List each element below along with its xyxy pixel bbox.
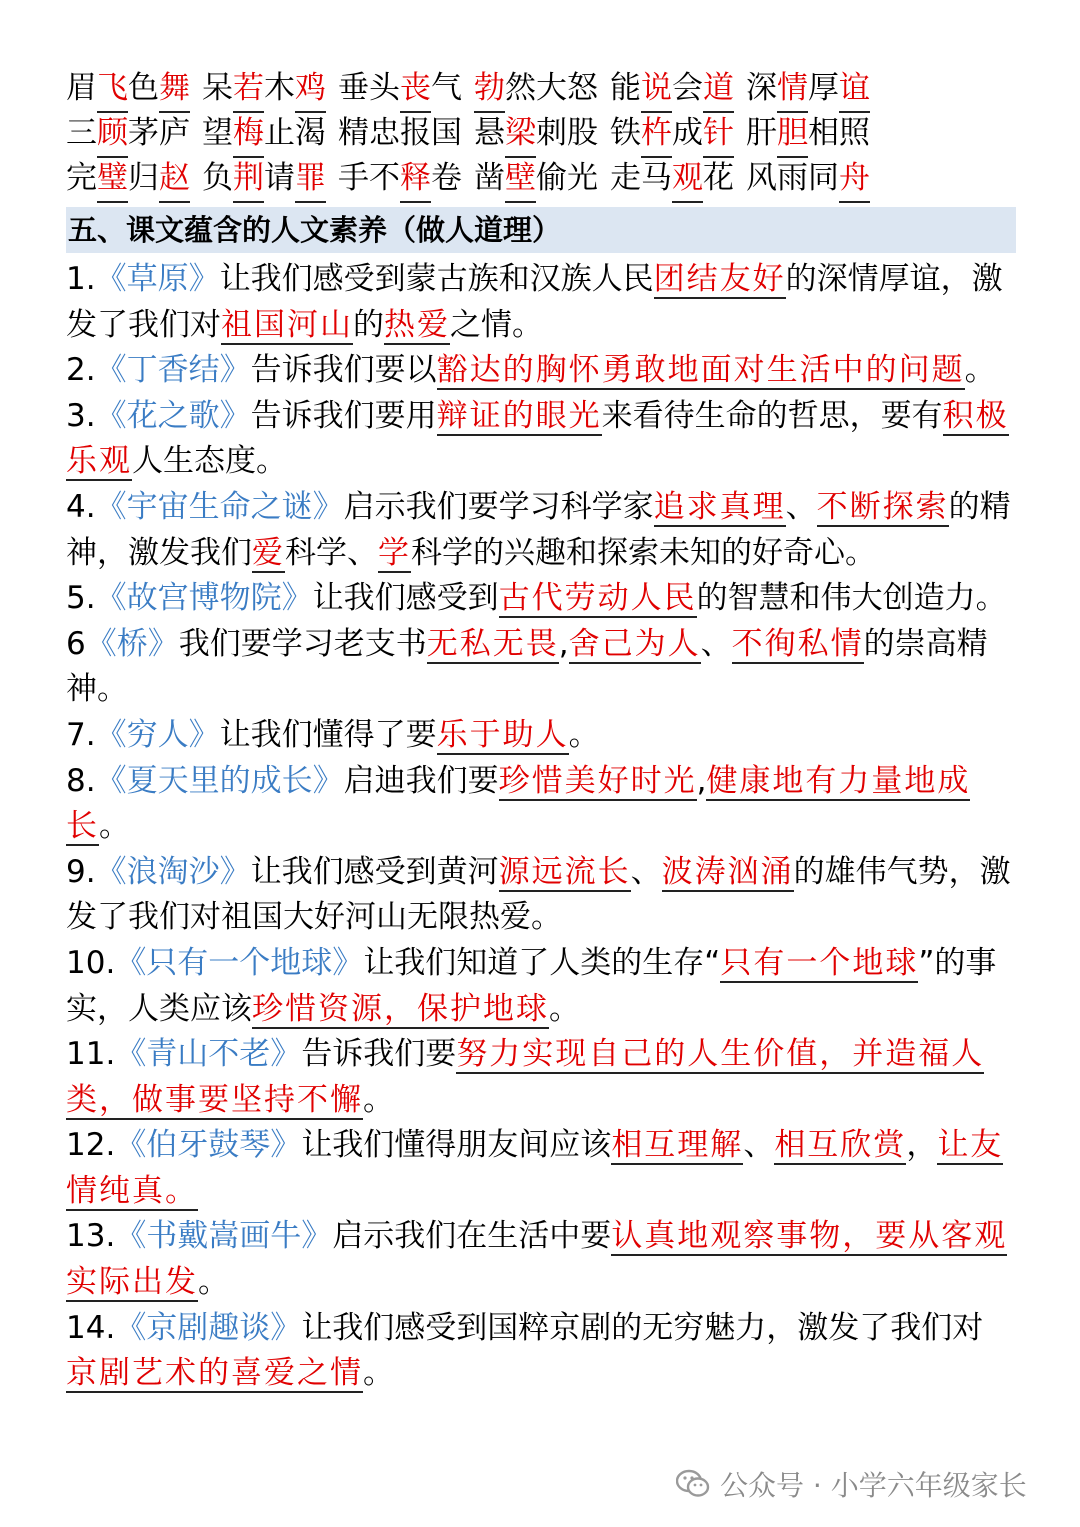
idiom-char: 马 xyxy=(641,160,672,196)
body-text: 。 xyxy=(363,1081,394,1118)
idiom-char: 花 xyxy=(703,160,734,196)
answer-text: 让友情纯真。 xyxy=(66,1127,1004,1209)
moral-item xyxy=(66,1032,1016,1123)
body-text: 人生态度。 xyxy=(132,443,287,480)
answer-text: 源远流长 xyxy=(498,853,631,890)
body-text: 我们要学习老支书 xyxy=(178,625,427,662)
idiom-blank-char: 鸡 xyxy=(295,66,326,113)
idiom-char: 精 xyxy=(338,115,369,151)
idiom xyxy=(746,70,870,106)
lesson-title: 《伯牙鼓琴》 xyxy=(115,1127,302,1164)
idiom-char: 厚 xyxy=(808,70,839,106)
idiom-blank-char: 壁 xyxy=(505,156,536,203)
idiom-blank-char: 杵 xyxy=(641,111,672,158)
body-text: 的 xyxy=(353,306,384,343)
answer-text: 京剧艺术的喜爱之情 xyxy=(66,1355,363,1392)
item-number: 12. xyxy=(66,1127,116,1164)
body-text: 的智慧和伟大创造力。 xyxy=(696,580,1007,617)
body-text: 。 xyxy=(99,808,130,845)
body-text: 。 xyxy=(964,352,996,389)
idiom-char: 怒 xyxy=(567,70,598,106)
idiom-blank-char: 情 xyxy=(777,66,808,113)
idiom-char: 庐 xyxy=(159,115,190,151)
answer-text: 学 xyxy=(378,534,411,571)
answer-text: 波涛汹涌 xyxy=(661,853,794,890)
idiom-blank-char: 赵 xyxy=(159,156,190,203)
answer-text: 辩证的眼光 xyxy=(436,397,602,434)
answer-text: 努力实现自己的人生价值，并造福人类，做事要坚持不懈 xyxy=(66,1036,985,1118)
moral-item xyxy=(66,850,1016,941)
lesson-title: 《只有一个地球》 xyxy=(115,944,364,981)
idiom-blank-char: 璧 xyxy=(97,156,128,203)
body-text: ”的事实，人类应该 xyxy=(66,944,997,1027)
body-text: 、 xyxy=(743,1127,775,1164)
idiom xyxy=(202,70,326,106)
answer-text: 认真地观察事物，要从客观实际出发 xyxy=(66,1218,1008,1301)
idiom-char: 止 xyxy=(264,115,295,151)
body-text: 让我们感受到蒙古族和汉族人民 xyxy=(219,261,654,297)
item-number: 2. xyxy=(66,352,96,389)
moral-list xyxy=(66,257,1016,1397)
idiom-blank-char: 梅 xyxy=(233,111,264,158)
idiom-blank-char: 飞 xyxy=(97,66,128,113)
answer-text: 团结友好 xyxy=(653,261,786,297)
lesson-title: 《穷人》 xyxy=(95,716,220,753)
lesson-title: 《桥》 xyxy=(85,625,179,662)
idiom-char: 请 xyxy=(264,160,295,196)
lesson-title: 《花之歌》 xyxy=(95,397,251,434)
item-number: 14. xyxy=(66,1309,116,1346)
idiom-blank-char: 观 xyxy=(672,156,703,203)
body-text: 科学、 xyxy=(285,534,378,571)
idiom-blank-char: 勃 xyxy=(474,66,505,113)
lesson-title: 《京剧趣谈》 xyxy=(115,1309,302,1346)
idiom xyxy=(338,160,462,196)
moral-item xyxy=(66,394,1016,485)
idiom-char: 木 xyxy=(264,70,295,106)
idiom-blank-char: 梁 xyxy=(505,111,536,158)
answer-text: 热爱 xyxy=(384,306,450,343)
body-text: 的深情厚谊，激发了我们对 xyxy=(66,261,1003,343)
lesson-title: 《宇宙生命之谜》 xyxy=(95,488,344,525)
idiom xyxy=(610,70,734,106)
answer-text: 古代劳动人民 xyxy=(498,580,697,617)
idiom xyxy=(474,115,598,151)
idiom-char: 头 xyxy=(369,70,400,106)
item-number: 5. xyxy=(66,580,96,617)
idiom-char: 股 xyxy=(567,115,598,151)
idiom xyxy=(338,115,462,151)
body-text: , xyxy=(696,762,707,799)
moral-item xyxy=(66,257,1016,348)
idiom-char: 照 xyxy=(839,115,870,151)
idiom-row xyxy=(66,156,1016,201)
idiom-char: 刺 xyxy=(536,115,567,151)
answer-text: 不断探索 xyxy=(816,488,949,525)
answer-text: 无私无畏 xyxy=(426,625,559,662)
idiom-char: 气 xyxy=(431,70,462,106)
answer-text: 豁达的胸怀勇敢地面对生活中的问题 xyxy=(436,352,965,389)
idiom-char: 相 xyxy=(808,115,839,151)
footer xyxy=(676,1464,1027,1504)
idiom-char: 呆 xyxy=(202,70,233,106)
moral-item xyxy=(66,622,1016,713)
idiom xyxy=(202,115,326,151)
moral-item xyxy=(66,713,1016,759)
idiom-char: 偷 xyxy=(536,160,567,196)
idiom-blank-char: 释 xyxy=(400,156,431,203)
document-page xyxy=(66,66,1016,1397)
body-text: 之情。 xyxy=(450,306,543,343)
answer-text: 健康地有力量地成长 xyxy=(66,762,971,845)
body-text: 让我们懂得了要 xyxy=(219,716,437,753)
idiom-section xyxy=(66,66,1016,201)
idiom-char: 色 xyxy=(128,70,159,106)
idiom-char: 茅 xyxy=(128,115,159,151)
lesson-title: 《书戴嵩画牛》 xyxy=(115,1218,333,1255)
item-number: 6 xyxy=(66,625,86,662)
lesson-title: 《青山不老》 xyxy=(115,1036,302,1073)
idiom xyxy=(746,160,870,196)
body-text: 的精神，激发我们 xyxy=(66,488,1011,571)
idiom-char: 渴 xyxy=(295,115,326,151)
body-text: 告诉我们要以 xyxy=(250,352,437,389)
idiom-blank-char: 谊 xyxy=(839,66,870,113)
idiom-char: 风 xyxy=(746,160,777,196)
moral-item xyxy=(66,759,1016,850)
answer-text: 祖国河山 xyxy=(221,306,353,343)
answer-text: 珍惜资源，保护地球 xyxy=(252,990,549,1027)
idiom xyxy=(474,70,598,106)
body-text: 告诉我们要 xyxy=(301,1036,457,1073)
lesson-title: 《夏天里的成长》 xyxy=(95,762,344,799)
idiom xyxy=(338,70,462,106)
answer-text: 珍惜美好时光 xyxy=(498,762,697,799)
idiom-blank-char: 顾 xyxy=(97,111,128,158)
idiom-char: 然 xyxy=(505,70,536,106)
body-text: 的雄伟气势，激发了我们对祖国大好河山无限热爱。 xyxy=(66,853,1011,936)
lesson-title: 《草原》 xyxy=(95,261,220,297)
body-text: 的崇高精神。 xyxy=(66,625,988,708)
idiom-blank-char: 丧 xyxy=(400,66,431,113)
answer-text: 追求真理 xyxy=(653,488,786,525)
body-text: 来看待生命的哲思，要有 xyxy=(601,397,943,434)
idiom-char: 手 xyxy=(338,160,369,196)
idiom-char: 深 xyxy=(746,70,777,106)
idiom-blank-char: 道 xyxy=(703,66,734,113)
body-text: 。 xyxy=(363,1355,394,1392)
answer-text: 不徇私情 xyxy=(731,625,864,662)
idiom-char: 归 xyxy=(128,160,159,196)
moral-item xyxy=(66,1123,1016,1214)
idiom-blank-char: 胆 xyxy=(777,111,808,158)
body-text: 让我们感受到黄河 xyxy=(250,853,499,890)
idiom-char: 肝 xyxy=(746,115,777,151)
body-text: 。 xyxy=(549,990,580,1027)
idiom-char: 国 xyxy=(431,115,462,151)
idiom xyxy=(66,70,190,106)
idiom xyxy=(610,160,734,196)
idiom xyxy=(610,115,734,151)
moral-item xyxy=(66,1306,1016,1397)
answer-text: 相互理解 xyxy=(611,1127,744,1164)
item-number: 4. xyxy=(66,488,96,525)
item-number: 7. xyxy=(66,716,96,753)
moral-item xyxy=(66,941,1016,1032)
idiom-char: 悬 xyxy=(474,115,505,151)
wechat-icon xyxy=(676,1469,710,1499)
item-number: 10. xyxy=(66,944,116,981)
idiom-char: 忠 xyxy=(369,115,400,151)
idiom-blank-char: 荆 xyxy=(233,156,264,203)
idiom xyxy=(66,115,190,151)
body-text: 、 xyxy=(785,488,817,525)
idiom-char: 会 xyxy=(672,70,703,106)
idiom-char: 同 xyxy=(808,160,839,196)
body-text: 、 xyxy=(630,853,662,890)
idiom-blank-char: 若 xyxy=(233,66,264,113)
idiom-char: 光 xyxy=(567,160,598,196)
answer-text: 舍己为人 xyxy=(568,625,701,662)
item-number: 1. xyxy=(66,261,96,297)
idiom-char: 负 xyxy=(202,160,233,196)
section-title: 五、课文蕴含的人文素养（做人道理） xyxy=(66,207,1016,253)
answer-text: 乐于助人 xyxy=(436,716,569,753)
body-text: 科学的兴趣和探索未知的好奇心。 xyxy=(411,534,876,571)
idiom-blank-char: 舟 xyxy=(839,156,870,203)
moral-item xyxy=(66,576,1016,622)
idiom-blank-char: 罪 xyxy=(295,156,326,203)
body-text: 让我们感受到国粹京剧的无穷魅力，激发了我们对 xyxy=(301,1309,984,1346)
idiom-char: 报 xyxy=(400,115,431,151)
body-text: ， xyxy=(906,1127,938,1164)
moral-item xyxy=(66,1214,1016,1305)
body-text: , xyxy=(558,625,569,662)
idiom-blank-char: 说 xyxy=(641,66,672,113)
idiom xyxy=(202,160,326,196)
body-text: 。 xyxy=(568,716,600,753)
item-number: 11. xyxy=(66,1036,116,1073)
idiom-char: 大 xyxy=(536,70,567,106)
body-text: 。 xyxy=(198,1264,229,1301)
answer-text: 爱 xyxy=(252,534,285,571)
item-number: 3. xyxy=(66,397,96,434)
idiom-char: 雨 xyxy=(777,160,808,196)
idiom-char: 完 xyxy=(66,160,97,196)
answer-text: 只有一个地球 xyxy=(720,944,919,981)
idiom xyxy=(746,115,870,151)
item-number: 13. xyxy=(66,1218,116,1255)
body-text: 、 xyxy=(700,625,732,662)
idiom xyxy=(66,160,190,196)
answer-text: 相互欣赏 xyxy=(774,1127,907,1164)
body-text: 告诉我们要用 xyxy=(250,397,437,434)
idiom-char: 走 xyxy=(610,160,641,196)
moral-item xyxy=(66,485,1016,576)
idiom-char: 能 xyxy=(610,70,641,106)
idiom xyxy=(474,160,598,196)
footer-text: 公众号 · 小学六年级家长 xyxy=(720,1469,1027,1502)
lesson-title: 《丁香结》 xyxy=(95,352,251,389)
item-number: 8. xyxy=(66,762,96,799)
idiom-char: 卷 xyxy=(431,160,462,196)
body-text: 启示我们要学习科学家 xyxy=(343,488,654,525)
item-number: 9. xyxy=(66,853,96,890)
body-text: 启迪我们要 xyxy=(343,762,499,799)
idiom-char: 不 xyxy=(369,160,400,196)
idiom-blank-char: 舞 xyxy=(159,66,190,113)
idiom-char: 三 xyxy=(66,115,97,151)
body-text: 启示我们在生活中要 xyxy=(332,1218,612,1255)
idiom-blank-char: 针 xyxy=(703,111,734,158)
idiom-char: 凿 xyxy=(474,160,505,196)
lesson-title: 《浪淘沙》 xyxy=(95,853,251,890)
idiom-char: 望 xyxy=(202,115,233,151)
idiom-row xyxy=(66,66,1016,111)
body-text: 让我们感受到 xyxy=(312,580,499,617)
idiom-row xyxy=(66,111,1016,156)
lesson-title: 《故宫博物院》 xyxy=(95,580,313,617)
answer-text: 积极乐观 xyxy=(66,397,1009,480)
idiom-char: 垂 xyxy=(338,70,369,106)
idiom-char: 铁 xyxy=(610,115,641,151)
body-text: 让我们知道了人类的生存“ xyxy=(363,944,721,981)
idiom-char: 眉 xyxy=(66,70,97,106)
idiom-char: 成 xyxy=(672,115,703,151)
body-text: 让我们懂得朋友间应该 xyxy=(301,1127,612,1164)
moral-item xyxy=(66,348,1016,394)
